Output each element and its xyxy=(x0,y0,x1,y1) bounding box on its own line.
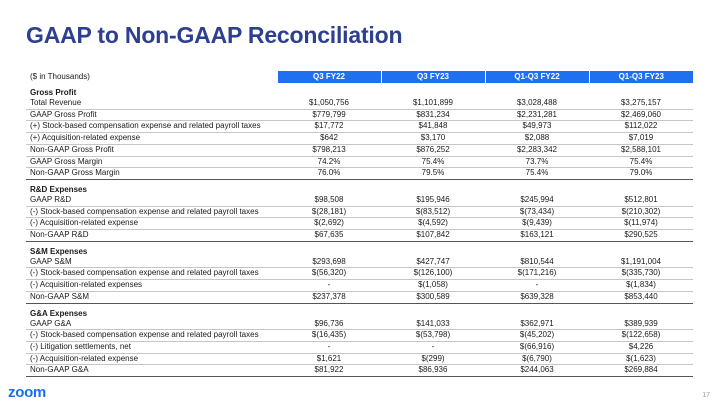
table-row xyxy=(26,109,693,121)
row-value: $3,275,157 xyxy=(589,98,693,109)
row-value: $98,508 xyxy=(277,195,381,206)
table-body xyxy=(26,83,693,377)
row-label: (-) Acquisition-related expense xyxy=(26,353,277,365)
row-value: $(9,439) xyxy=(485,218,589,230)
row-value: $(56,320) xyxy=(277,268,381,280)
section-heading-row xyxy=(26,83,693,98)
row-label: (-) Stock-based compensation expense and related payroll taxes xyxy=(26,206,277,218)
page-title: GAAP to Non-GAAP Reconciliation xyxy=(26,22,403,48)
row-value: $389,939 xyxy=(589,319,693,330)
row-value: $779,799 xyxy=(277,109,381,121)
row-label: (+) Acquisition-related expense xyxy=(26,133,277,145)
row-value: 73.7% xyxy=(485,156,589,168)
row-value: $(83,512) xyxy=(381,206,485,218)
row-value: $(16,435) xyxy=(277,330,381,342)
row-value: $237,378 xyxy=(277,291,381,303)
row-value: $245,994 xyxy=(485,195,589,206)
row-value: 79.0% xyxy=(589,168,693,180)
row-value: $300,589 xyxy=(381,291,485,303)
row-value: $639,328 xyxy=(485,291,589,303)
row-value: $(1,058) xyxy=(381,280,485,292)
table-row xyxy=(26,365,693,377)
table-header-row xyxy=(26,71,693,83)
row-value: $(171,216) xyxy=(485,268,589,280)
row-value: $2,588,101 xyxy=(589,144,693,156)
row-label: (-) Stock-based compensation expense and related payroll taxes xyxy=(26,268,277,280)
table-row xyxy=(26,268,693,280)
page-number: 17 xyxy=(702,392,710,399)
row-value: $(28,181) xyxy=(277,206,381,218)
row-value: $1,050,756 xyxy=(277,98,381,109)
column-header: Q3 FY22 xyxy=(277,71,381,83)
section-heading-row xyxy=(26,241,693,257)
row-value: $(2,692) xyxy=(277,218,381,230)
row-value: $293,698 xyxy=(277,257,381,268)
units-label: ($ in Thousands) xyxy=(30,72,90,81)
row-value: $7,019 xyxy=(589,133,693,145)
row-label: (-) Acquisition-related expenses xyxy=(26,280,277,292)
row-value: $(1,623) xyxy=(589,353,693,365)
table-row xyxy=(26,156,693,168)
row-value: $17,772 xyxy=(277,121,381,133)
row-value: $2,231,281 xyxy=(485,109,589,121)
table-row xyxy=(26,133,693,145)
table-row xyxy=(26,195,693,206)
row-value: $290,525 xyxy=(589,230,693,242)
row-value: $2,088 xyxy=(485,133,589,145)
table-row xyxy=(26,319,693,330)
row-label: GAAP S&M xyxy=(26,257,277,268)
row-value: 79.5% xyxy=(381,168,485,180)
table-row xyxy=(26,121,693,133)
table-row xyxy=(26,280,693,292)
row-value: $244,063 xyxy=(485,365,589,377)
column-header: Q1-Q3 FY23 xyxy=(589,71,693,83)
row-value: $427,747 xyxy=(381,257,485,268)
row-label: Non-GAAP Gross Profit xyxy=(26,144,277,156)
row-value: $1,621 xyxy=(277,353,381,365)
column-header: Q1-Q3 FY22 xyxy=(485,71,589,83)
row-label: GAAP Gross Profit xyxy=(26,109,277,121)
row-value: - xyxy=(277,280,381,292)
section-heading: Gross Profit xyxy=(30,88,77,97)
row-value: 75.4% xyxy=(381,156,485,168)
row-value: $(45,202) xyxy=(485,330,589,342)
table-row xyxy=(26,98,693,109)
row-label: (-) Stock-based compensation expense and related payroll taxes xyxy=(26,330,277,342)
row-value: $810,544 xyxy=(485,257,589,268)
row-value: $269,884 xyxy=(589,365,693,377)
row-value: $107,842 xyxy=(381,230,485,242)
section-heading: G&A Expenses xyxy=(30,308,88,318)
row-value: $67,635 xyxy=(277,230,381,242)
row-value: $86,936 xyxy=(381,365,485,377)
row-value: $(53,798) xyxy=(381,330,485,342)
row-value: $798,213 xyxy=(277,144,381,156)
row-value: - xyxy=(277,341,381,353)
row-value: $4,226 xyxy=(589,341,693,353)
row-value: 75.4% xyxy=(485,168,589,180)
row-value: $(210,302) xyxy=(589,206,693,218)
row-value: $141,033 xyxy=(381,319,485,330)
row-value: - xyxy=(381,341,485,353)
row-value: $112,022 xyxy=(589,121,693,133)
row-label: Non-GAAP Gross Margin xyxy=(26,168,277,180)
row-value: $163,121 xyxy=(485,230,589,242)
table-row xyxy=(26,353,693,365)
row-value: $642 xyxy=(277,133,381,145)
section-heading: R&D Expenses xyxy=(30,184,87,194)
row-value: 75.4% xyxy=(589,156,693,168)
row-value: $2,469,060 xyxy=(589,109,693,121)
zoom-logo: zoom xyxy=(8,384,46,401)
row-label: Non-GAAP S&M xyxy=(26,291,277,303)
row-label: (+) Stock-based compensation expense and related payroll taxes xyxy=(26,121,277,133)
row-value: $49,973 xyxy=(485,121,589,133)
row-value: 76.0% xyxy=(277,168,381,180)
table-row xyxy=(26,206,693,218)
row-value: $512,801 xyxy=(589,195,693,206)
row-value: $(66,916) xyxy=(485,341,589,353)
row-label: GAAP G&A xyxy=(26,319,277,330)
row-value: $(335,730) xyxy=(589,268,693,280)
row-value: - xyxy=(485,280,589,292)
row-label: GAAP R&D xyxy=(26,195,277,206)
row-value: $831,234 xyxy=(381,109,485,121)
row-value: $(4,592) xyxy=(381,218,485,230)
row-label: (-) Acquisition-related expense xyxy=(26,218,277,230)
row-value: $(73,434) xyxy=(485,206,589,218)
row-value: $(6,790) xyxy=(485,353,589,365)
table-row xyxy=(26,257,693,268)
row-value: $(1,834) xyxy=(589,280,693,292)
row-value: $195,946 xyxy=(381,195,485,206)
row-label: Non-GAAP G&A xyxy=(26,365,277,377)
row-value: $853,440 xyxy=(589,291,693,303)
row-label: Total Revenue xyxy=(26,98,277,109)
row-label: Non-GAAP R&D xyxy=(26,230,277,242)
row-label: (-) Litigation settlements, net xyxy=(26,341,277,353)
section-heading-row xyxy=(26,179,693,195)
column-header: Q3 FY23 xyxy=(381,71,485,83)
row-value: 74.2% xyxy=(277,156,381,168)
table-row xyxy=(26,230,693,242)
row-value: $(126,100) xyxy=(381,268,485,280)
row-value: $2,283,342 xyxy=(485,144,589,156)
row-value: $1,101,899 xyxy=(381,98,485,109)
section-heading-row xyxy=(26,303,693,319)
reconciliation-table xyxy=(26,71,693,377)
table-row xyxy=(26,330,693,342)
row-label: GAAP Gross Margin xyxy=(26,156,277,168)
row-value: $41,848 xyxy=(381,121,485,133)
table-row xyxy=(26,218,693,230)
row-value: $(299) xyxy=(381,353,485,365)
table-row xyxy=(26,144,693,156)
row-value: $3,170 xyxy=(381,133,485,145)
row-value: $96,736 xyxy=(277,319,381,330)
row-value: $876,252 xyxy=(381,144,485,156)
row-value: $(122,658) xyxy=(589,330,693,342)
row-value: $362,971 xyxy=(485,319,589,330)
row-value: $(11,974) xyxy=(589,218,693,230)
table-row xyxy=(26,341,693,353)
table-row xyxy=(26,291,693,303)
row-value: $1,191,004 xyxy=(589,257,693,268)
row-value: $3,028,488 xyxy=(485,98,589,109)
section-heading: S&M Expenses xyxy=(30,246,88,256)
row-value: $81,922 xyxy=(277,365,381,377)
table-row xyxy=(26,168,693,180)
